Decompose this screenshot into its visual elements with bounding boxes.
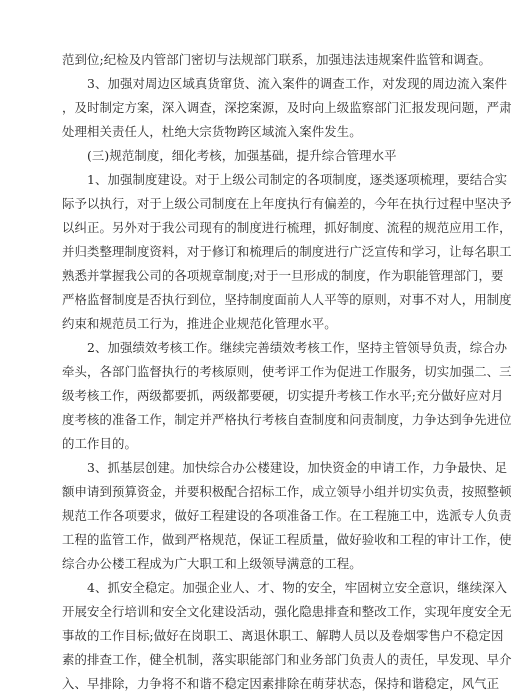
text-line: 级考核工作，两级都要抓，两级都要硬，切实提升考核工作水平;充分做好应对月 <box>62 388 504 403</box>
text-line: 约束和规范员工行为，推进企业规范化管理水平。 <box>62 316 337 331</box>
text-line: 的工作目的。 <box>62 436 137 451</box>
text-line: 牵头，各部门监督执行的考核原则，使考评工作为促进工作服务，切实加强二、三 <box>62 364 512 379</box>
text-line: 综合办公楼工程成为广大职工和上级领导满意的工程。 <box>62 556 362 571</box>
text-line: 3、抓基层创建。加快综合办公楼建设，加快资金的申请工作，力争最快、足 <box>87 460 508 475</box>
text-line: 入、早排除，力争将不和谐不稳定因素排除在萌芽状态，保持和谐稳定，风气正 <box>62 676 500 691</box>
text-line: 额申请到预算资金，并要积极配合招标工作，成立领导小组并切实负责，按照整顿 <box>62 484 512 499</box>
text-line: 3、加强对周边区域真货窜货、流入案件的调查工作，对发现的周边流入案件 <box>87 76 508 91</box>
section-heading <box>62 144 438 168</box>
text-line: 熟悉并掌握我公司的各项规章制度;对于一旦形成的制度，作为职能管理部门，要 <box>62 268 504 283</box>
text-line: 工程的监管工作，做到严格规范，保证工程质量，做好验收和工程的审计工作，使 <box>62 532 512 547</box>
text-line: 度考核的准备工作，制定并严格执行考核自查制度和问责制度，力争达到争先进位 <box>62 412 512 427</box>
text-line: 事故的工作目标;做好在岗职工、离退休职工、解聘人员以及卷烟零售户不稳定因 <box>62 628 504 643</box>
text-line: 处理相关责任人，杜绝大宗货物跨区域流入案件发生。 <box>62 124 362 139</box>
text-line: 并归类整理制度资料，对于修订和梳理后的制度进行广泛宣传和学习，让每名职工 <box>62 244 512 259</box>
text-line: 4、抓安全稳定。加强企业人、才、物的安全，牢固树立安全意识，继续深入 <box>87 580 508 595</box>
text-line: 严格监督制度是否执行到位，坚持制度面前人人平等的原则，对事不对人，用制度 <box>62 292 512 307</box>
text-line: 规范工作各项要求，做好工程建设的各项准备工作。在工程施工中，选派专人负责 <box>62 508 512 523</box>
text-line: 范到位;纪检及内管部门密切与法规部门联系，加强违法违规案件监管和调查。 <box>62 52 491 67</box>
text-line: 开展安全行培训和安全文化建设活动，强化隐患排查和整改工作，实现年度安全无 <box>62 604 512 619</box>
text-line: 际予以执行，对于上级公司制度在上年度执行有偏差的，今年在执行过程中坚决予 <box>62 196 512 211</box>
text-line: 2、加强绩效考核工作。继续完善绩效考核工作，坚持主管领导负责，综合办 <box>87 340 508 355</box>
paragraph-item-2-performance-review <box>62 336 512 456</box>
text-line: 以纠正。另外对于我公司现有的制度进行梳理，抓好制度、流程的规范应用工作， <box>62 220 512 235</box>
paragraph-item-1-system-building <box>62 168 512 336</box>
text-line: 1、加强制度建设。对于上级公司制定的各项制度，逐类逐项梳理，要结合实 <box>87 172 508 187</box>
text-line: 素的排查工作，健全机制，落实职能部门和业务部门负责人的责任，早发现、早介 <box>62 652 512 667</box>
section-heading-text: (三)规范制度，细化考核，加强基础，提升综合管理水平 <box>87 148 397 163</box>
text-line: ，及时制定方案，深入调查，深挖案源，及时向上级监察部门汇报发现问题，严肃 <box>62 100 512 115</box>
paragraph-item-3-case-investigation <box>62 72 512 144</box>
paragraph-item-4-safety-stability <box>62 576 512 696</box>
paragraph-item-3-grassroots-construction <box>62 456 512 576</box>
paragraph-continuation <box>62 48 491 72</box>
